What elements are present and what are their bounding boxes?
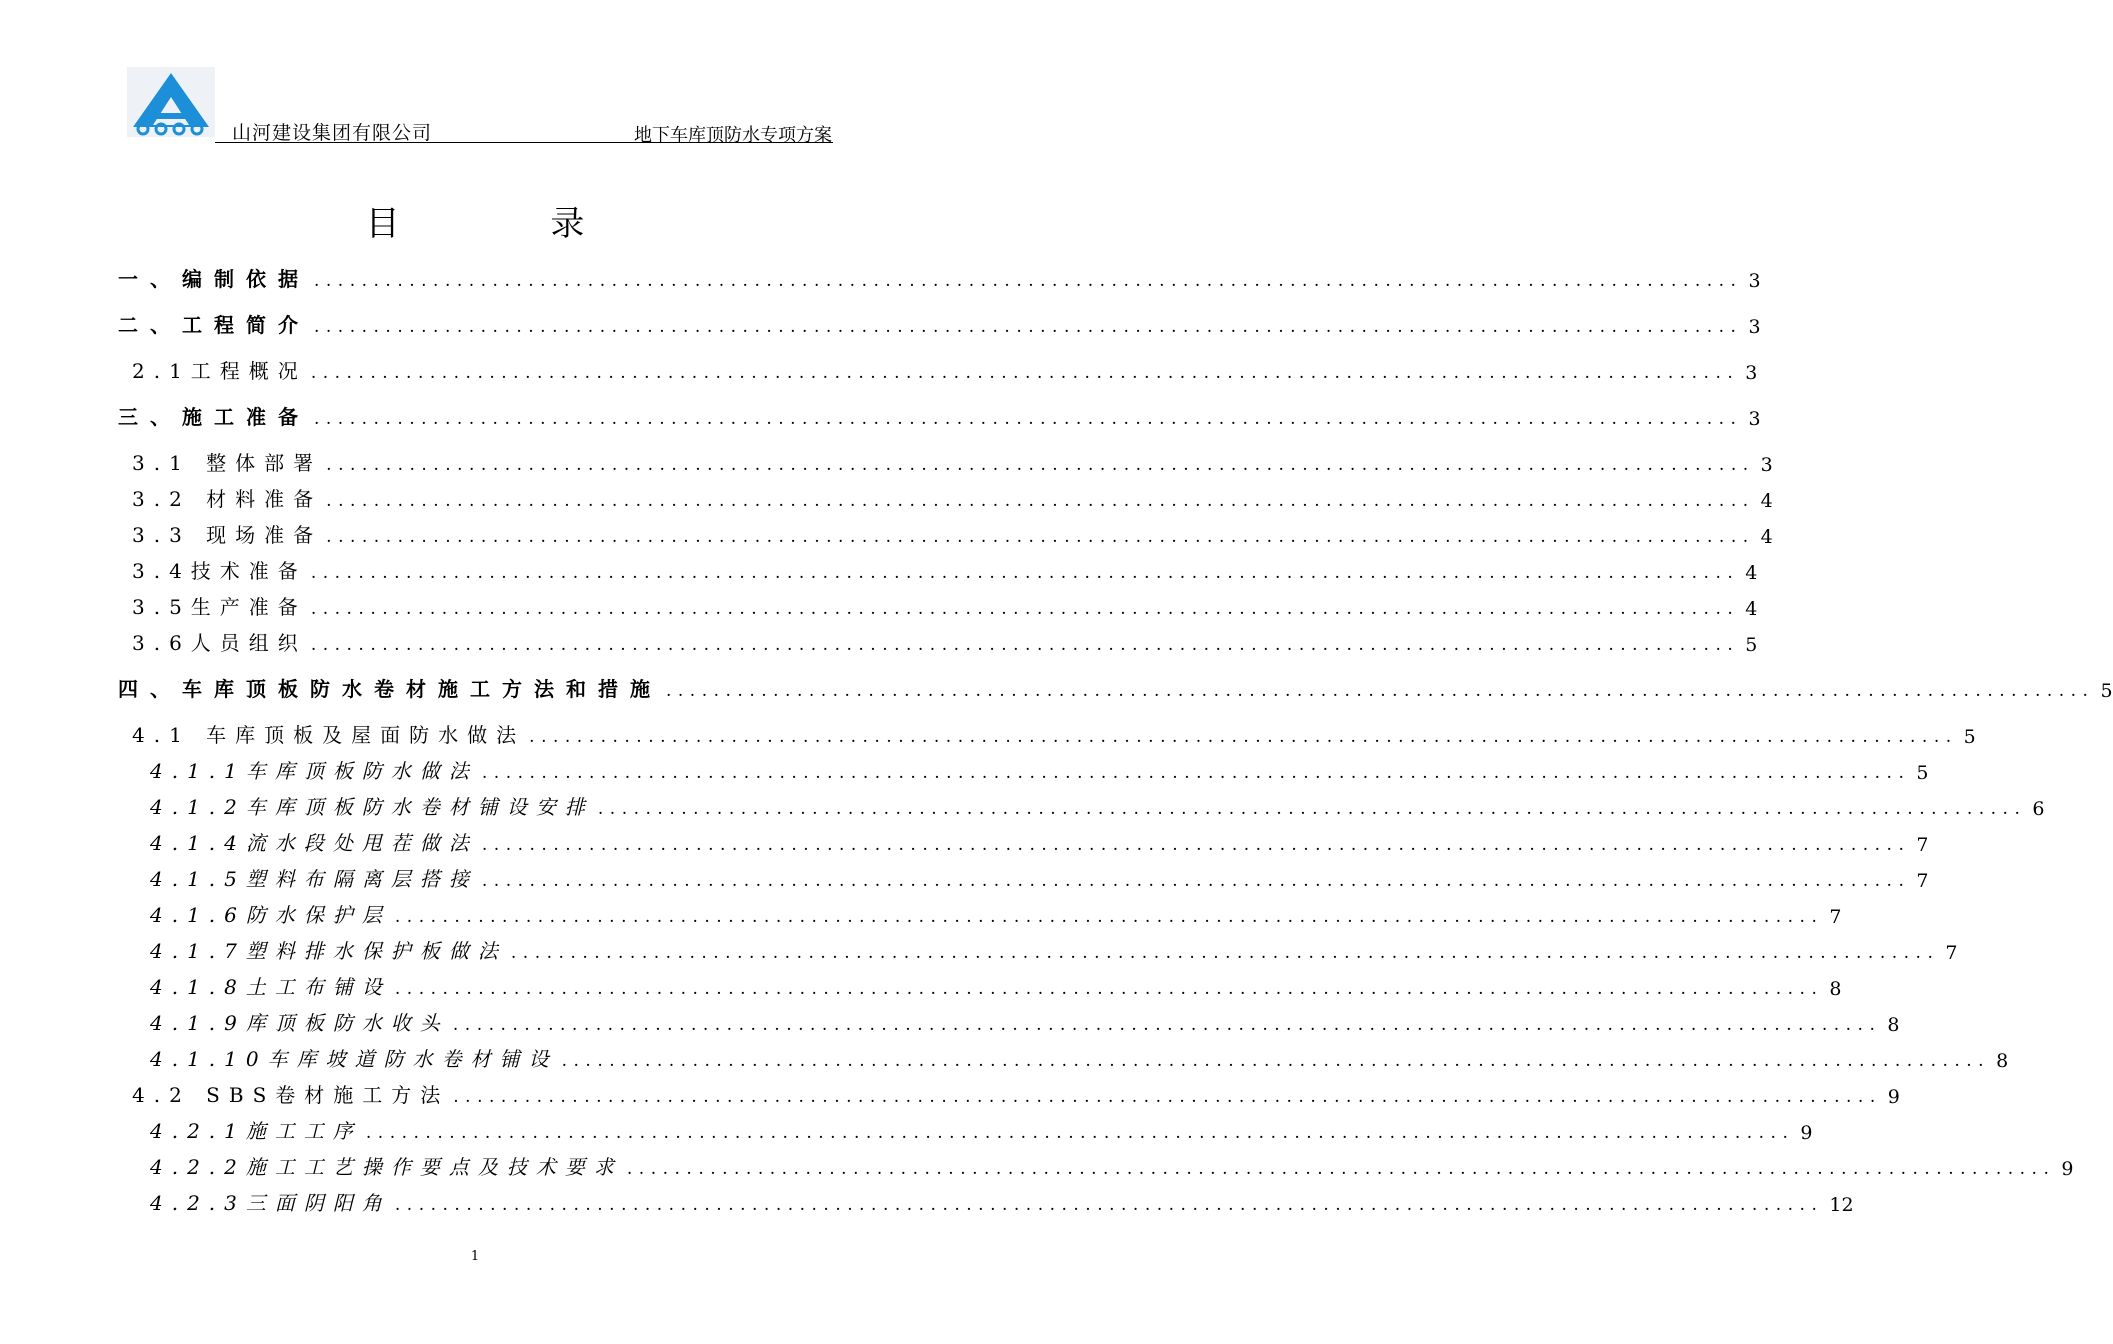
- toc-entry[interactable]: [118, 672, 2113, 702]
- toc-entry[interactable]: [150, 1114, 1813, 1144]
- toc-entry[interactable]: [150, 1186, 1854, 1216]
- toc-leader-dots: ........................................................................................................................: [452, 1015, 1882, 1035]
- toc-entry[interactable]: [150, 754, 1929, 784]
- toc-leader-dots: ........................................................................................................................: [310, 363, 1740, 383]
- toc-leader-dots: ........................................................................................................................: [510, 943, 1940, 963]
- toc-entry-label: 4.1.6防水保护层: [150, 903, 391, 927]
- toc-leader-dots: ........................................................................................................................: [326, 491, 1755, 511]
- toc-entry[interactable]: [150, 790, 2045, 820]
- toc-leader-dots: ........................................................................................................................: [481, 871, 1911, 891]
- toc-entry-label: 4.1.7塑料排水保护板做法: [150, 939, 507, 963]
- toc-entry[interactable]: [150, 826, 1929, 856]
- toc-entry-label: 4.1.1车库顶板防水做法: [150, 759, 478, 783]
- toc-entry-page: 9: [1887, 1086, 1900, 1108]
- toc-entry-page: 3: [1745, 362, 1758, 384]
- toc-entry-label: 4.2 SBS卷材施工方法: [132, 1083, 450, 1107]
- toc-entry-page: 7: [1916, 834, 1929, 856]
- toc-entry[interactable]: [150, 1150, 2074, 1180]
- header-document-title: 地下车库顶防水专项方案: [634, 125, 832, 146]
- toc-leader-dots: ........................................................................................................................: [529, 727, 1958, 747]
- toc-entry[interactable]: [150, 898, 1842, 928]
- toc-leader-dots: ........................................................................................................................: [314, 409, 1743, 429]
- toc-entry[interactable]: [132, 354, 1758, 384]
- toc-leader-dots: ........................................................................................................................: [394, 907, 1824, 927]
- toc-entry[interactable]: [118, 262, 1761, 292]
- toc-entry-page: 9: [2061, 1158, 2074, 1180]
- page-number: 1: [470, 1249, 480, 1264]
- toc-entry-label: 4.1.2车库顶板防水卷材铺设安排: [150, 795, 594, 819]
- toc-leader-dots: ........................................................................................................................: [326, 455, 1755, 475]
- toc-entry-label: 4.1.5塑料布隔离层搭接: [150, 867, 478, 891]
- toc-entry-page: 7: [1829, 906, 1842, 928]
- toc-entry-label: 4.1 车库顶板及屋面防水做法: [132, 723, 526, 747]
- toc-entry-page: 5: [1745, 634, 1758, 656]
- toc-entry[interactable]: [150, 934, 1958, 964]
- toc-entry-page: 8: [1996, 1050, 2009, 1072]
- toc-entry-label: 4.1.10车库坡道防水卷材铺设: [150, 1047, 558, 1071]
- toc-entry-page: 3: [1748, 270, 1761, 292]
- toc-entry-page: 8: [1887, 1014, 1900, 1036]
- toc-entry-page: 9: [1800, 1122, 1813, 1144]
- toc-leader-dots: ........................................................................................................................: [453, 1087, 1882, 1107]
- toc-leader-dots: ........................................................................................................................: [310, 599, 1740, 619]
- toc-entry[interactable]: [132, 554, 1758, 584]
- toc-entry-page: 4: [1745, 598, 1758, 620]
- toc-leader-dots: ........................................................................................................................: [666, 681, 2095, 701]
- toc-entry-label: 四、车库顶板防水卷材施工方法和措施: [118, 677, 662, 701]
- toc-entry[interactable]: [132, 626, 1758, 656]
- toc-leader-dots: ........................................................................................................................: [314, 271, 1743, 291]
- toc-entry-label: 3.6人员组织: [132, 631, 307, 655]
- toc-entry-page: 4: [1745, 562, 1758, 584]
- toc-entry[interactable]: [150, 1042, 2009, 1072]
- toc-leader-dots: ........................................................................................................................: [310, 563, 1740, 583]
- toc-leader-dots: ........................................................................................................................: [365, 1123, 1795, 1143]
- toc-leader-dots: ........................................................................................................................: [597, 799, 2027, 819]
- toc-entry-page: 5: [2100, 680, 2113, 702]
- toc-heading: 目 录: [365, 204, 655, 244]
- toc-entry-label: 二、工程简介: [118, 313, 310, 337]
- toc-entry-page: 5: [1963, 726, 1976, 748]
- toc-entry-page: 7: [1916, 870, 1929, 892]
- toc-entry-label: 4.2.3三面阴阳角: [150, 1191, 391, 1215]
- toc-entry-page: 5: [1916, 762, 1929, 784]
- toc-leader-dots: ........................................................................................................................: [561, 1051, 1991, 1071]
- toc-entry-label: 3.2 材料准备: [132, 487, 323, 511]
- toc-entry-label: 2.1工程概况: [132, 359, 307, 383]
- toc-leader-dots: ........................................................................................................................: [326, 527, 1755, 547]
- toc-entry[interactable]: [150, 970, 1842, 1000]
- toc-entry-page: 3: [1748, 408, 1761, 430]
- toc-entry-page: 12: [1829, 1194, 1854, 1216]
- toc-entry[interactable]: [150, 1006, 1900, 1036]
- toc-leader-dots: ........................................................................................................................: [394, 979, 1824, 999]
- toc-entry-page: 3: [1748, 316, 1761, 338]
- toc-entry-page: 7: [1945, 942, 1958, 964]
- toc-entry-label: 4.1.9库顶板防水收头: [150, 1011, 449, 1035]
- toc-entry[interactable]: [132, 482, 1773, 512]
- toc-entry-page: 8: [1829, 978, 1842, 1000]
- toc-entry-label: 4.1.4流水段处甩茬做法: [150, 831, 478, 855]
- toc-entry[interactable]: [132, 446, 1773, 476]
- toc-entry[interactable]: [150, 862, 1929, 892]
- toc-leader-dots: ........................................................................................................................: [481, 835, 1911, 855]
- toc-entry[interactable]: [132, 1078, 1900, 1108]
- toc-entry-label: 一、编制依据: [118, 267, 310, 291]
- toc-entry[interactable]: [118, 400, 1761, 430]
- toc-leader-dots: ........................................................................................................................: [314, 317, 1743, 337]
- toc-entry-label: 3.3 现场准备: [132, 523, 323, 547]
- toc-leader-dots: ........................................................................................................................: [394, 1195, 1824, 1215]
- toc-entry-page: 3: [1760, 454, 1773, 476]
- toc-entry[interactable]: [132, 590, 1758, 620]
- toc-entry-page: 6: [2032, 798, 2045, 820]
- header-company-name: 山河建设集团有限公司: [232, 122, 433, 144]
- toc-entry-label: 3.4技术准备: [132, 559, 307, 583]
- toc-leader-dots: ........................................................................................................................: [626, 1159, 2056, 1179]
- toc-entry-page: 4: [1760, 526, 1773, 548]
- toc-entry[interactable]: [118, 308, 1761, 338]
- toc-entry-page: 4: [1760, 490, 1773, 512]
- toc-entry-label: 4.2.1施工工序: [150, 1119, 362, 1143]
- toc-entry[interactable]: [132, 718, 1976, 748]
- toc-entry-label: 4.2.2施工工艺操作要点及技术要求: [150, 1155, 623, 1179]
- toc-entry-label: 三、施工准备: [118, 405, 310, 429]
- toc-leader-dots: ........................................................................................................................: [310, 635, 1740, 655]
- toc-entry-label: 3.5生产准备: [132, 595, 307, 619]
- toc-entry[interactable]: [132, 518, 1773, 548]
- toc-entry-label: 4.1.8土工布铺设: [150, 975, 391, 999]
- toc-entry-label: 3.1 整体部署: [132, 451, 323, 475]
- toc-leader-dots: ........................................................................................................................: [481, 763, 1911, 783]
